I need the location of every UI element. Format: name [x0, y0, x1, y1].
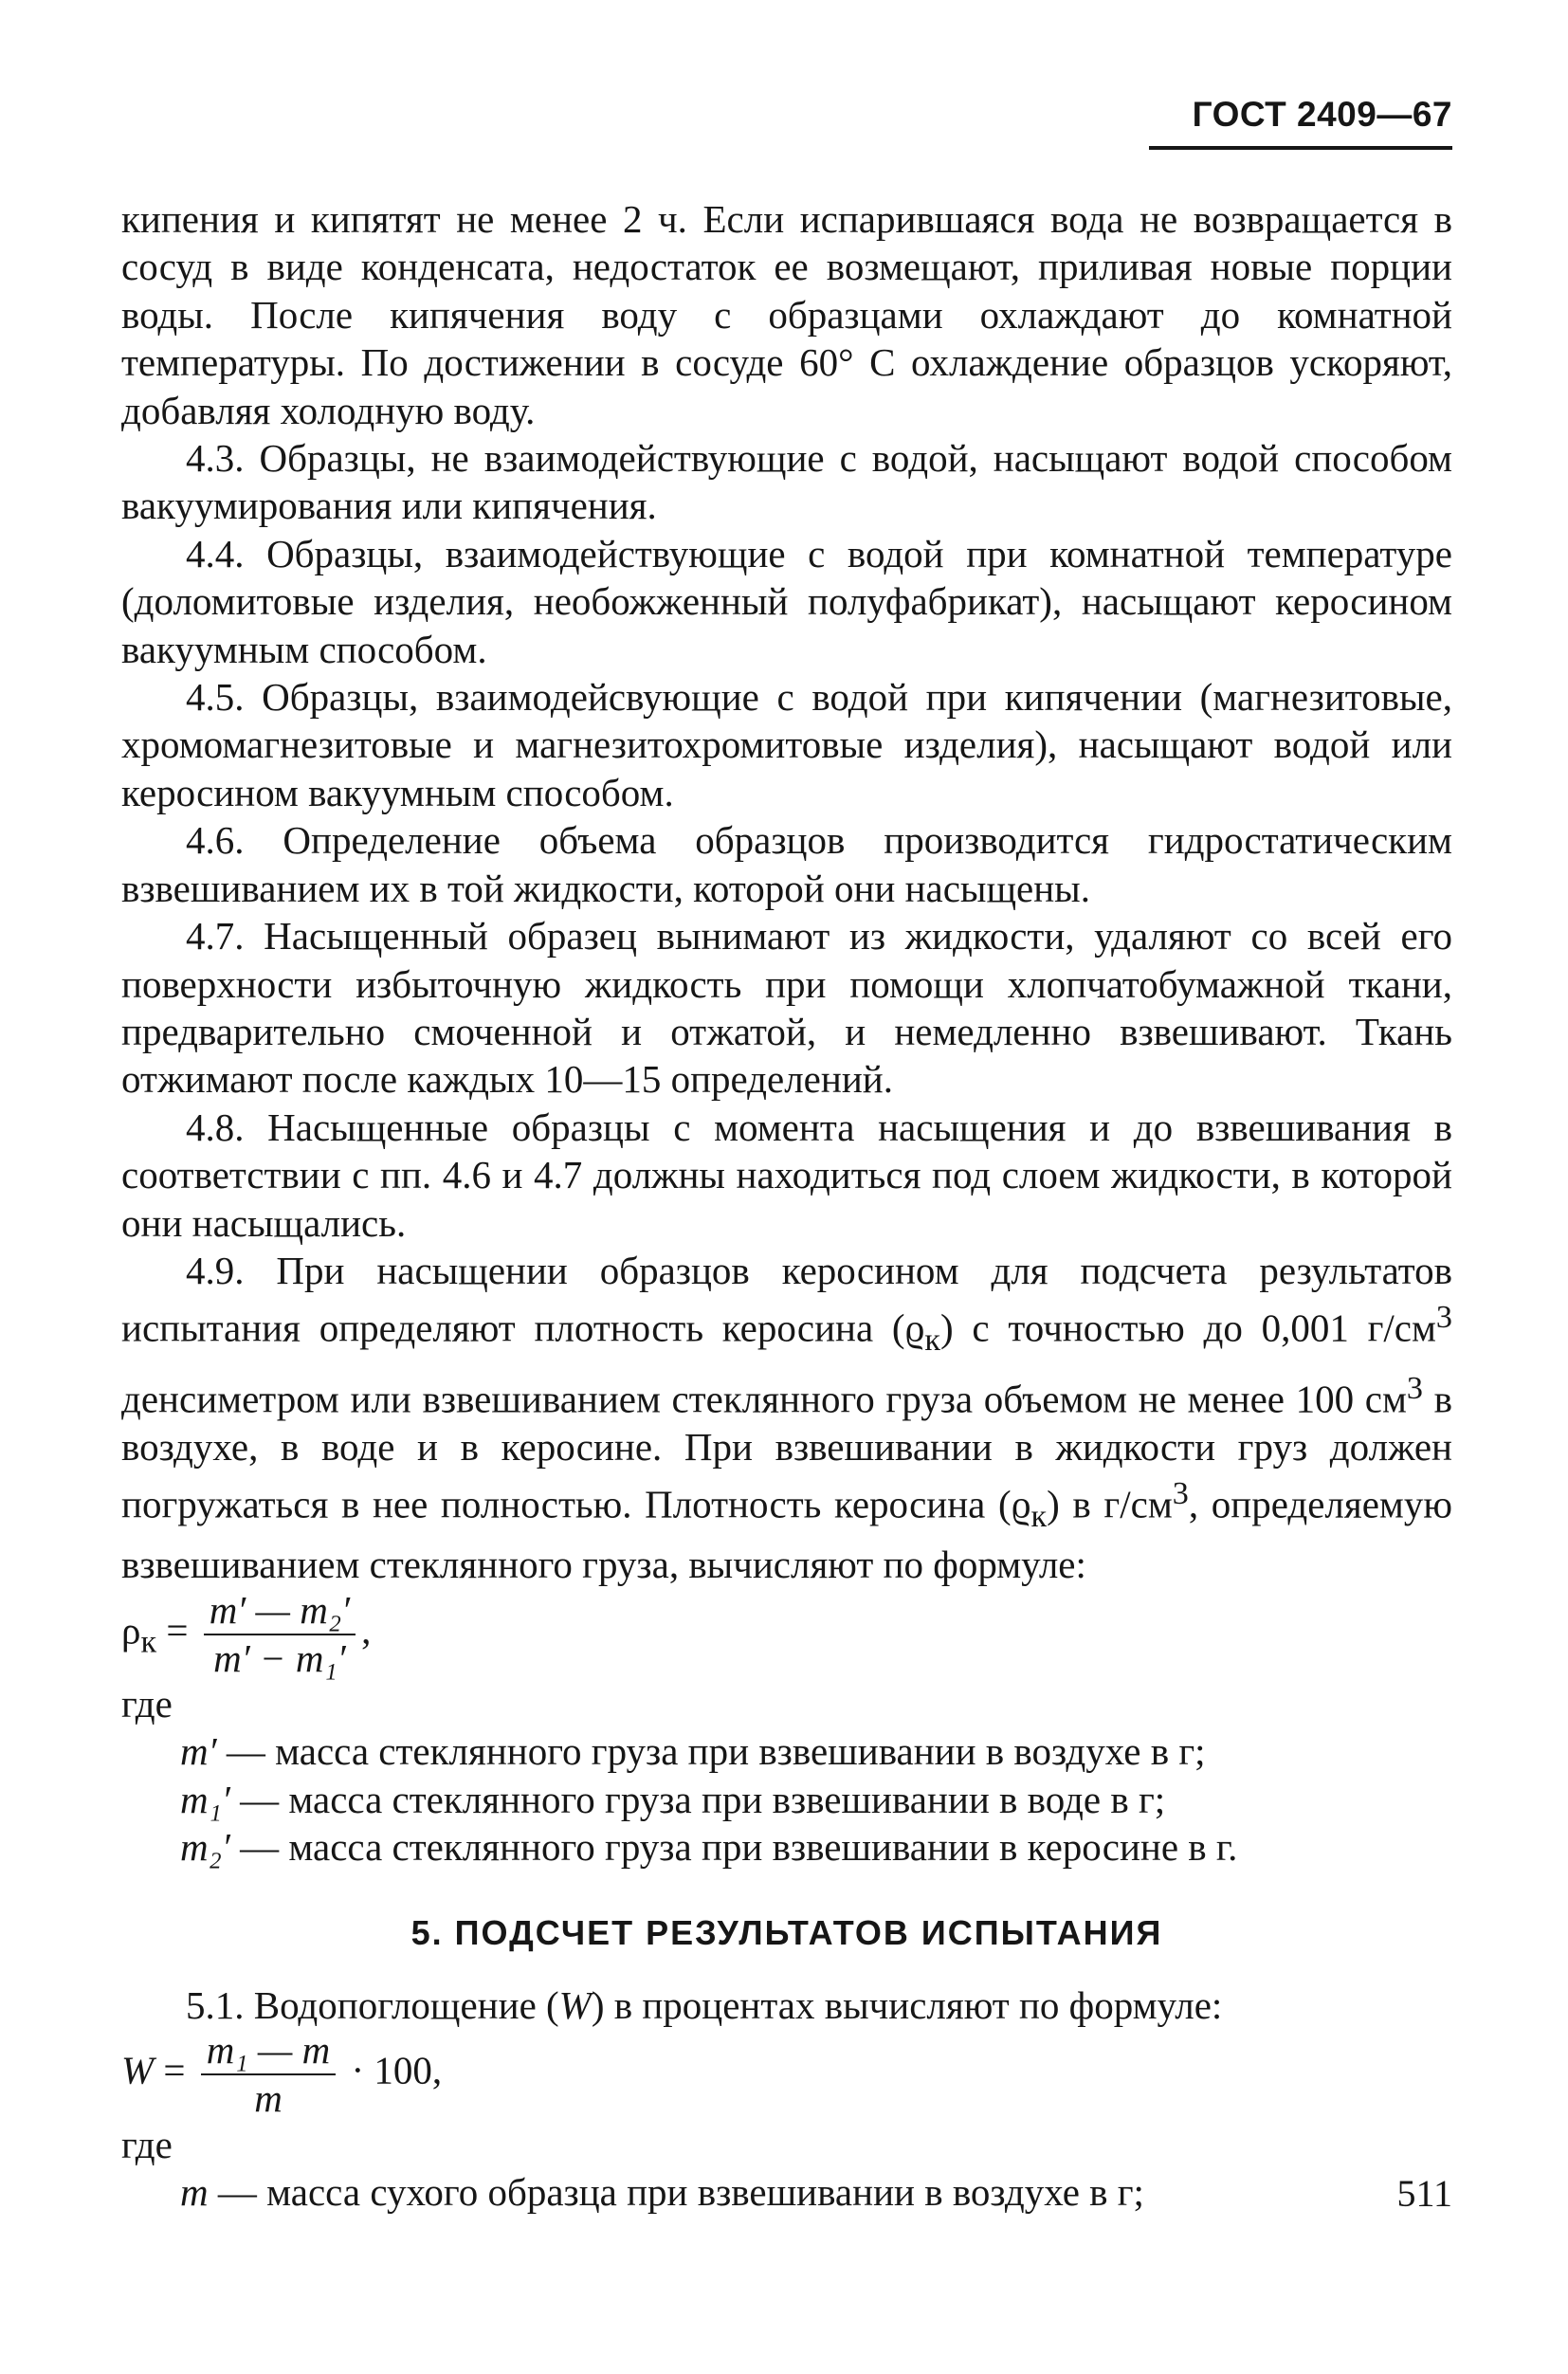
- p49-text-f: , определяемую взвешиванием стеклянного груза, вычисляют по формуле:: [121, 1482, 1452, 1587]
- paragraph-4-7: 4.7. Насыщенный образец вынимают из жидкости, удаляют со всей его поверхности избыточную жидкость при помощи хлопчатобумажной ткани, предварительно смоченной и отжатой, и немедленно взвешивают. Ткань отжимают после каждых 10—15 определений.: [121, 914, 1452, 1102]
- p49-sup-3: 3: [1172, 1476, 1189, 1512]
- definition-item: [121, 1823, 1452, 1871]
- p49-text-c: денсиметром или взвешиванием стеклянного груза объемом не менее 100 см: [121, 1377, 1407, 1421]
- formula2-fraction: [201, 2029, 336, 2120]
- definition-item: [121, 1727, 1452, 1775]
- p51-symbol: W: [558, 1982, 592, 2027]
- paragraph-5-1: [121, 1981, 1452, 2029]
- definition-symbol: m: [180, 2169, 209, 2214]
- formula2-eq: =: [163, 2048, 186, 2092]
- formula1-denominator: m′ − m₁′: [213, 1635, 346, 1680]
- p49-sup-2: 3: [1406, 1370, 1423, 1406]
- formula2-numerator: m₁ — m: [201, 2029, 336, 2075]
- p49-text-d: в воздухе, в воде и в керосине. При взвешивании в жидкости груз должен погружаться в нее полностью. Плотность керосина (ϱ: [121, 1377, 1453, 1526]
- paragraph-4-5: 4.5. Образцы, взаимодейсвующие с водой при кипячении (магнезитовые, хромомагнезитовые и магнезитохромитовые изделия), насыщают водой или керосином вакуумным способом.: [121, 675, 1452, 814]
- definition-text: — масса стеклянного груза при взвешивании в воде в г;: [229, 1777, 1166, 1821]
- p51-text-b: ) в процентах вычисляют по формуле:: [591, 1982, 1223, 2027]
- paragraph-4-4: 4.4. Образцы, взаимодействующие с водой при комнатной температуре (доломитовые изделия, необожженный полуфабрикат), насыщают керосином вакуумным способом.: [121, 531, 1452, 671]
- p49-text-a: 4.9. При насыщении образцов керосином для подсчета результатов испытания определяют плотность керосина (ϱ: [121, 1248, 1452, 1350]
- p51-text-a: 5.1. Водопоглощение (: [186, 1982, 559, 2027]
- formula-kerosene-density: [121, 1589, 1452, 1680]
- definition-text: — масса сухого образца при взвешивании в воздухе в г;: [208, 2169, 1144, 2214]
- p49-sub-1: к: [924, 1323, 941, 1359]
- definition-symbol: m₂′: [180, 1825, 230, 1870]
- definitions-list-1: [121, 1727, 1452, 1871]
- page-body: [121, 195, 1452, 2216]
- formula2-tail: · 100,: [351, 2048, 443, 2092]
- definition-item: [121, 1776, 1452, 1823]
- page-number: 511: [1396, 2172, 1452, 2215]
- formula2-lhs: W: [121, 2048, 155, 2092]
- formula1-fraction: [204, 1589, 356, 1680]
- definition-text: — масса стеклянного груза при взвешивании в керосине в г.: [229, 1825, 1238, 1870]
- section-5-title: 5. ПОДСЧЕТ РЕЗУЛЬТАТОВ ИСПЫТАНИЯ: [410, 1912, 1163, 1952]
- paragraph-4-3: 4.3. Образцы, не взаимодействующие с водой, насыщают водой способом вакуумирования или кипячения.: [121, 436, 1452, 528]
- definition-symbol: m′: [180, 1729, 217, 1774]
- formula1-eq: =: [166, 1608, 189, 1653]
- formula1-lhs-sub: к: [140, 1624, 157, 1660]
- paragraph-4-9: [121, 1247, 1452, 1589]
- definition-text: — масса стеклянного груза при взвешивании в воздухе в г;: [216, 1729, 1206, 1774]
- p49-text-b: ) с точностью до 0,001 г/см: [940, 1306, 1436, 1350]
- formula2-denominator: m: [254, 2076, 283, 2121]
- formula1-lhs: ρ: [121, 1608, 141, 1653]
- paragraph-4-6: 4.6. Определение объема образцов производится гидростатическим взвешиванием их в той жидкости, которой они насыщены.: [121, 818, 1452, 910]
- p49-sub-2: к: [1030, 1498, 1048, 1534]
- formula1-numerator: m′ — m₂′: [204, 1589, 356, 1635]
- document-id: ГОСТ 2409—67: [1192, 95, 1452, 134]
- formula1-tail: ,: [361, 1608, 372, 1653]
- definition-item: [121, 2168, 1452, 2216]
- paragraph-continuation: кипения и кипятят не менее 2 ч. Если испарившаяся вода не возвращается в сосуд в виде конденсата, недостаток ее возмещают, приливая новые порции воды. После кипячения воду с образцами охлаждают до комнатной температуры. По достижении в сосуде 60° С охлаждение образцов ускоряют, добавляя холодную воду.: [121, 197, 1452, 432]
- where-label-2: где: [121, 2122, 173, 2166]
- definition-symbol: m₁′: [180, 1777, 230, 1821]
- p49-text-e: ) в г/см: [1047, 1482, 1173, 1526]
- p49-sup-1: 3: [1435, 1300, 1452, 1336]
- definitions-list-2: [121, 2168, 1452, 2216]
- header-rule: [1149, 146, 1452, 150]
- paragraph-4-8: 4.8. Насыщенные образцы с момента насыщения и до взвешивания в соответствии с пп. 4.6 и 4.7 должны находиться под слоем жидкости, в которой они насыщались.: [121, 1105, 1452, 1245]
- where-label-1: где: [121, 1681, 173, 1726]
- formula-water-absorption: [121, 2029, 1452, 2120]
